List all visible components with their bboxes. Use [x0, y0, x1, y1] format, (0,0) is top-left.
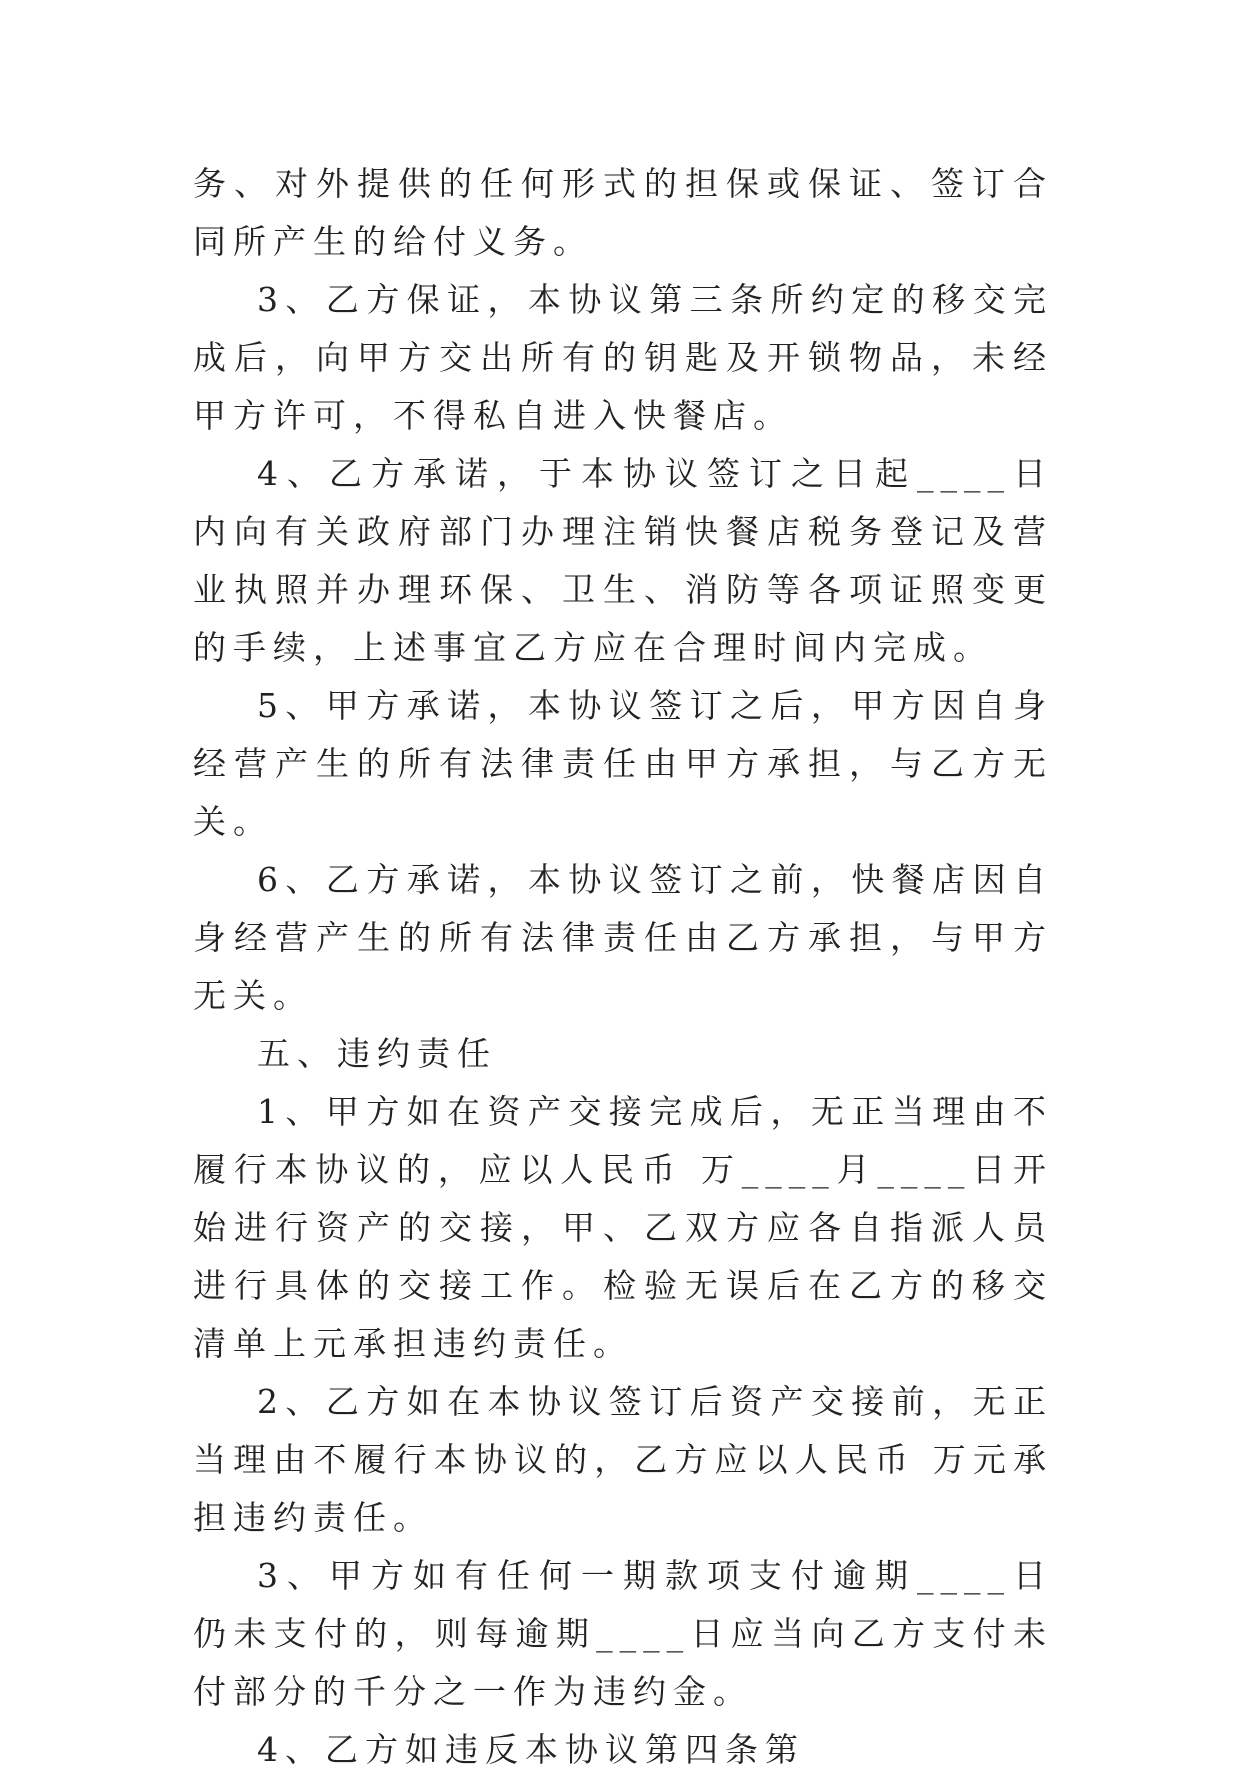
paragraph-clause-5-4: 4、乙方如违反本协议第四条第: [257, 1730, 805, 1769]
paragraph-clause-4-5: 5、甲方承诺，本协议签订之后，甲方因自身经营产生的所有法律责任由甲方承担，与乙方无关。: [193, 686, 1053, 841]
paragraph-clause-4-3: 3、乙方保证，本协议第三条所约定的移交完成后，向甲方交出所有的钥匙及开锁物品，未经甲方许可，不得私自进入快餐店。: [193, 280, 1053, 435]
paragraph-clause-5-2: 2、乙方如在本协议签订后资产交接前，无正当理由不履行本协议的，乙方应以人民币 万元承担违约责任。: [193, 1382, 1053, 1537]
paragraph-clause-5-1: 1、甲方如在资产交接完成后，无正当理由不履行本协议的，应以人民币 万____月____日开始进行资产的交接，甲、乙双方应各自指派人员进行具体的交接工作。检验无误后在乙方的移交清单上元承担违约责任。: [193, 1092, 1053, 1363]
section-heading-breach-liability: 五、违约责任: [257, 1034, 497, 1073]
paragraph-continuation: 务、对外提供的任何形式的担保或保证、签订合同所产生的给付义务。: [193, 164, 1053, 261]
paragraph-clause-4-4: 4、乙方承诺，于本协议签订之日起____日内向有关政府部门办理注销快餐店税务登记及营业执照并办理环保、卫生、消防等各项证照变更的手续，上述事宜乙方应在合理时间内完成。: [193, 454, 1053, 667]
document-body: [193, 155, 1053, 1779]
paragraph-clause-4-6: 6、乙方承诺，本协议签订之前，快餐店因自身经营产生的所有法律责任由乙方承担，与甲方无关。: [193, 860, 1053, 1015]
paragraph-clause-5-3: 3、甲方如有任何一期款项支付逾期____日仍未支付的，则每逾期____日应当向乙方支付未付部分的千分之一作为违约金。: [193, 1556, 1053, 1711]
